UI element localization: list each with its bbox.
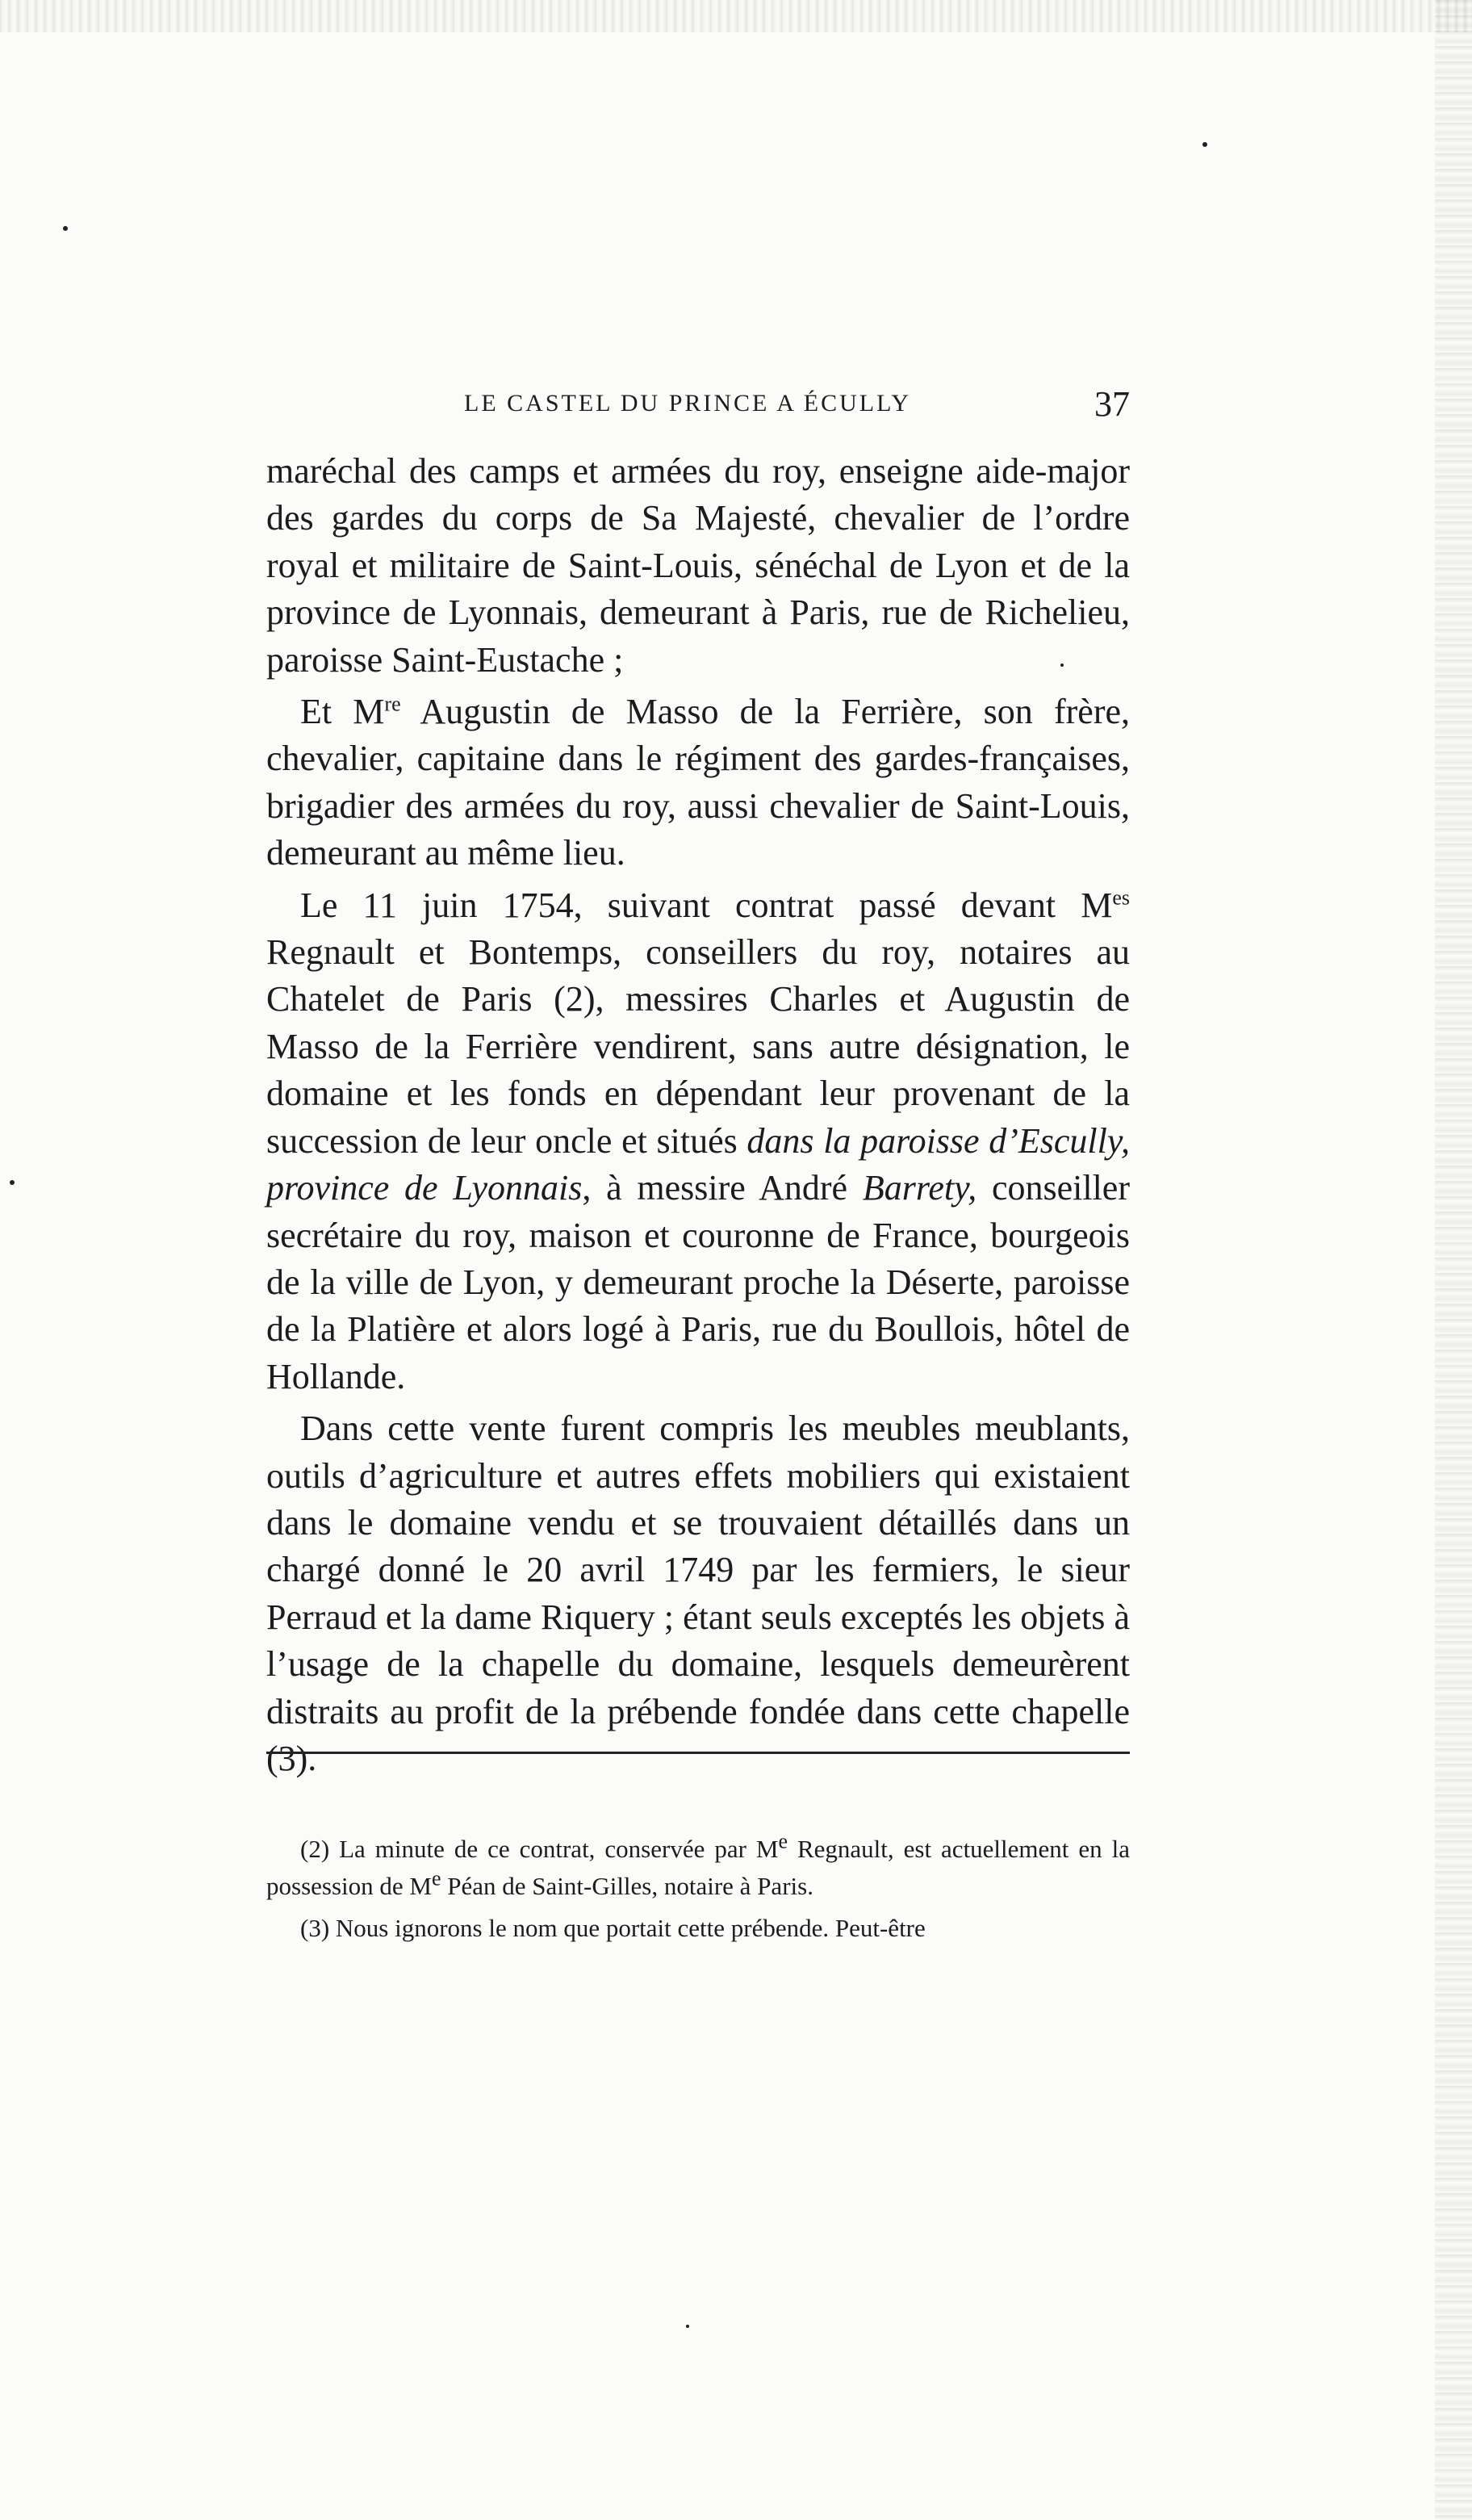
page-edge-top bbox=[0, 0, 1472, 32]
paragraph: Dans cette vente furent compris les meubles meublants, outils d’agriculture et autres effets mobiliers qui existaient dans le domaine vendu et se trouvaient détaillés dans un chargé donné le 20 avril 1749 par les fermiers, le sieur Perraud et la dame Riquery ; étant seuls exceptés les objets à l’usage de la chapelle du domaine, lesquels demeurèrent distraits au profit de la prébende fondée dans cette chapelle (3). bbox=[266, 1409, 1130, 1778]
italic-text: dans la paroisse d’Escully, province de Lyonnais bbox=[266, 1120, 1130, 1208]
page-header bbox=[266, 383, 1130, 432]
running-title: LE CASTEL DU PRINCE A ÉCULLY bbox=[464, 390, 912, 417]
italic-text: Barrety, bbox=[862, 1168, 977, 1208]
paragraph: Et Mre Augustin de Masso de la Ferrière, son frère, chevalier, capitaine dans le régiment des gardes-françaises, brigadier des armées du roy, aussi chevalier de Saint-Louis, demeurant au même lieu. bbox=[266, 692, 1130, 873]
page-edge-right bbox=[1435, 0, 1472, 2520]
footnote-rule bbox=[266, 1752, 1130, 1754]
ink-speck bbox=[63, 226, 68, 231]
page-number: 37 bbox=[1094, 384, 1130, 424]
ink-speck bbox=[1202, 142, 1207, 147]
paragraph: maréchal des camps et armées du roy, enseigne aide-major des gardes du corps de Sa Majesté, chevalier de l’ordre royal et militaire de Saint-Louis, sénéchal de Lyon et de la province de Lyonnais, demeurant à Paris, rue de Richelieu, paroisse Saint-Eustache ; bbox=[266, 451, 1130, 680]
footnote-3: (3) Nous ignorons le nom que portait cette prébende. Peut-être bbox=[300, 1914, 926, 1942]
footnote-2: (2) La minute de ce contrat, conservée par Me Regnault, est actuellement en la possession de Me Péan de Saint-Gilles, notaire à Paris. bbox=[266, 1829, 1130, 1900]
body-text bbox=[266, 448, 1130, 1782]
footnotes bbox=[266, 1831, 1130, 1952]
ink-speck bbox=[686, 2325, 689, 2328]
paragraph: Le 11 juin 1754, suivant contrat passé devant $M^{es}$ Regnault et Bontemps, conseillers du roy, notaires au Chatelet de Paris (2), messires Charles et Augustin de Masso de la Ferrière vendirent, sans autre désignation, le domaine et les fonds en dépendant leur provenant de la succession de leur oncle et situés dans la paroisse d’Escully, province de Lyonnais, à messire André Barrety, conseiller secrétaire du roy, maison et couronne de France, bourgeois de la ville de Lyon, y demeurant proche la Déserte, paroisse de la Platière et alors logé à Paris, rue du Boullois, hôtel de Hollande. bbox=[266, 885, 1130, 1396]
ink-speck bbox=[10, 1180, 15, 1185]
